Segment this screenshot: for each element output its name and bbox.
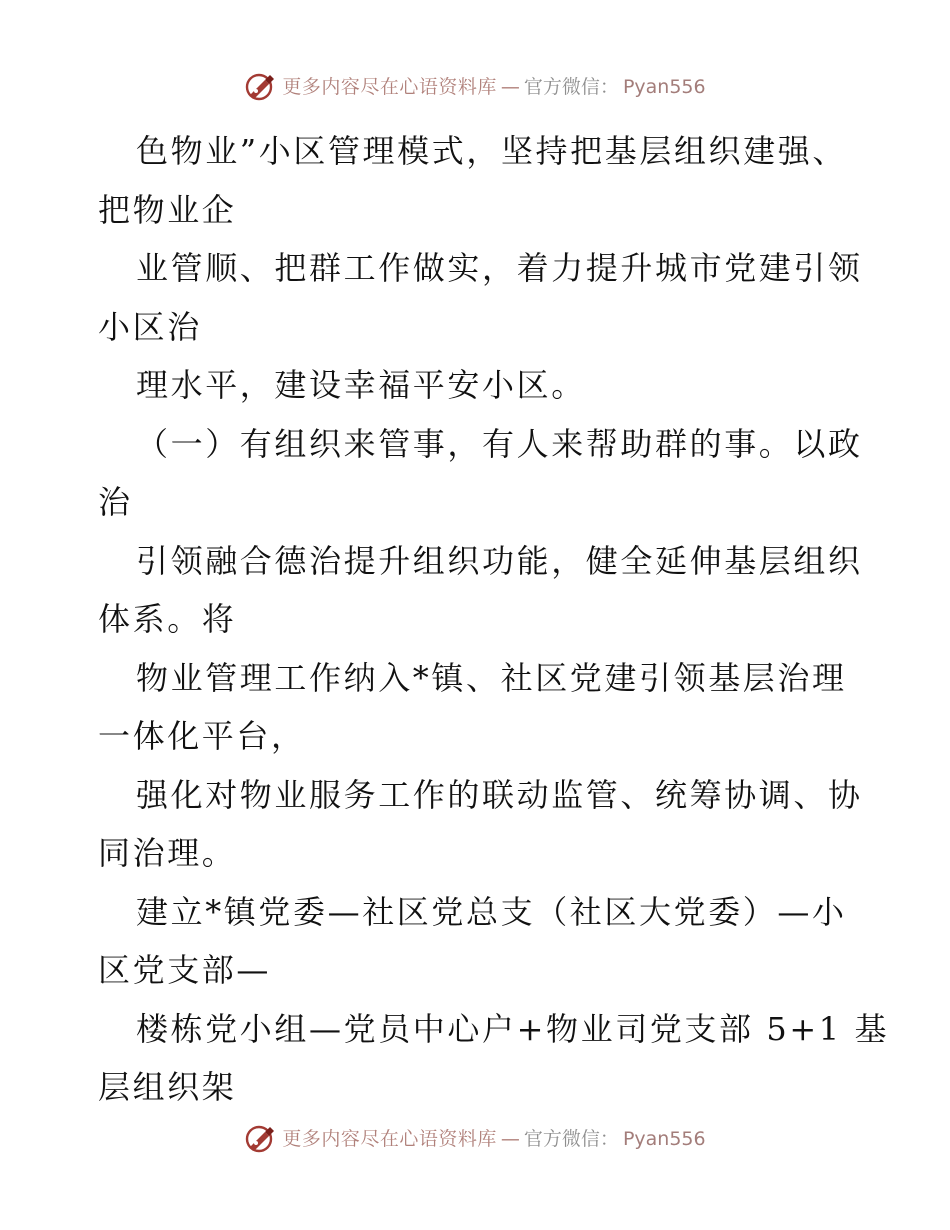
text-line: 楼栋党小组—党员中心户+物业司党支部 5+1 基 xyxy=(136,1009,890,1048)
watermark-dash: — xyxy=(500,1128,520,1150)
watermark-text: 更多内容尽在心语资料库 xyxy=(282,1128,497,1150)
watermark-label: 官方微信： xyxy=(523,76,619,98)
text-line: 同治理。 xyxy=(98,834,237,872)
footer-watermark xyxy=(0,1124,950,1154)
text-line: 一体化平台， xyxy=(98,717,306,755)
text-line: 强化对物业服务工作的联动监管、统筹协调、协 xyxy=(136,775,863,814)
text-line: 建立*镇党委—社区党总支（社区大党委）—小 xyxy=(136,892,847,931)
watermark-label: 官方微信： xyxy=(523,1128,619,1150)
text-line: 理水平，建设幸福平安小区。 xyxy=(136,366,586,404)
text-line: 层组织架 xyxy=(98,1068,237,1106)
header-watermark xyxy=(0,72,950,102)
text-line: 把物业企 xyxy=(98,190,237,229)
text-line: 色物业”小区管理模式，坚持把基层组织建强、 xyxy=(136,132,847,170)
text-line: 区党支部— xyxy=(98,951,272,989)
text-line: 小区治 xyxy=(98,307,202,346)
pen-seal-logo-icon xyxy=(244,1124,278,1154)
text-line: 业管顺、把群工作做实，着力提升城市党建引领 xyxy=(136,249,863,287)
watermark-wechat-id: Pyan556 xyxy=(622,76,706,98)
text-line: 引领融合德治提升组织功能，健全延伸基层组织 xyxy=(136,541,863,580)
watermark-wechat-id: Pyan556 xyxy=(622,1128,706,1150)
watermark-text: 更多内容尽在心语资料库 xyxy=(282,76,497,98)
text-line: （一）有组织来管事，有人来帮助群的事。以政 xyxy=(136,424,863,463)
watermark-dash: — xyxy=(500,76,520,98)
text-line: 治 xyxy=(98,483,133,521)
text-line: 体系。将 xyxy=(98,600,237,638)
text-line: 物业管理工作纳入*镇、社区党建引领基层治理 xyxy=(136,658,847,697)
document-body xyxy=(98,122,890,1117)
pen-seal-logo-icon xyxy=(244,72,278,102)
